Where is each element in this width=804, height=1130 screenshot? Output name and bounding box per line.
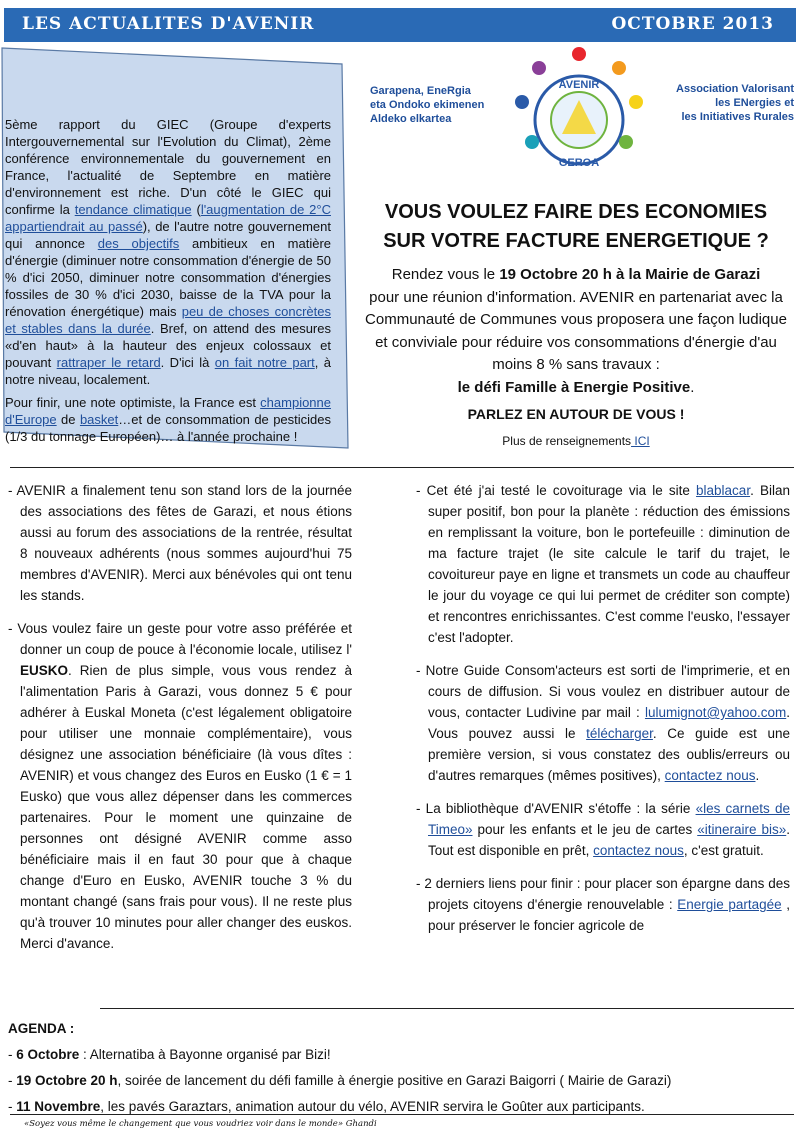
news-item: - AVENIR a finalement tenu son stand lors de la journée des associations des fêtes de Garazi, et nous étions aussi au forum des associations de la rentrée, résultat 8 nouveaux adhérents (nous sommes aujourd'hui 75 membres d'AVENIR). Merci aux bénévoles qui ont tenu les stands. <box>8 483 352 603</box>
link-objectifs[interactable]: des objectifs <box>97 236 180 251</box>
left-column <box>6 480 352 966</box>
news-item: - Vous voulez faire un geste pour votre asso préférée et donner un coup de pouce à l'économie locale, utilisez l' EUSKO. Rien de plus simple, vous vous rendez à l'alimentation Paris à Garazi, vous donnez 5 € pour adhérer à Euskal Moneta (c'est légalement obligatoire pour utiliser une monnaie complémentaire), vous désignez une association bénéficiaire (là vous dîtes : AVENIR) et vous changez des Euros en Eusko (1 € = 1 Eusko) que vous allez dépenser dans les commerces partenaires. Pour le moment une quinzaine de personnes ont désigné AVENIR comme asso bénéficiaire mais il en faut 30 pour que à chaque change d'Euro en Eusko, AVENIR touche 3 % du montant changé (sans frais pour vous). Il ne reste plus qu'à trouver 10 minutes pour aller changer des euskos. Merci d'avance. <box>8 621 352 951</box>
divider <box>100 1008 794 1009</box>
link-contactez-nous[interactable]: contactez nous <box>664 768 756 783</box>
link-basket[interactable]: basket <box>79 412 119 427</box>
agenda-title: AGENDA : <box>8 1021 75 1036</box>
callout-paragraph: Pour finir, une note optimiste, la France est championne d'Europe de basket…et de consommation de pesticides (1/3 du tonnage Européen)… à l'année prochaine ! <box>5 395 332 444</box>
link-energie-partagee[interactable]: Energie partagée <box>677 897 782 912</box>
agenda <box>8 1016 798 1120</box>
avenir-logo <box>364 42 798 192</box>
svg-text:GEROA: GEROA <box>558 157 600 169</box>
logo-emblem-icon <box>504 42 654 192</box>
event-date: 19 Octobre 20 h à la Mairie de Garazi <box>499 266 761 283</box>
call-to-action: PARLEZ EN AUTOUR DE VOUS ! <box>467 406 685 422</box>
link-blablacar[interactable]: blablacar <box>696 483 751 498</box>
link-ici[interactable]: ICI <box>631 433 650 448</box>
news-item: - Notre Guide Consom'acteurs est sorti de l'imprimerie, et en cours de diffusion. Si vous voulez en distribuer autour de vous, contacter Ludivine par mail : lulumignot@yahoo.com. Vous pouvez aussi le télécharger. Ce guide est une première version, si vous constatez des oublis/erreurs ou d'autres remarques (mêmes positives), contactez nous. <box>416 663 790 783</box>
link-championne[interactable]: championne d'Europe <box>5 395 331 427</box>
link-itineraire-bis[interactable]: «itineraire bis» <box>697 822 787 837</box>
divider <box>10 1114 794 1115</box>
callout-paragraph: 5ème rapport du GIEC (Groupe d'experts Intergouvernemental sur l'Evolution du Climat), 2ème conférence environnementale du gouvernement en France, l'actualité de Septembre en matière d'environnement est riche. D'un côté le GIEC qui confirme la tendance climatique (l'augmentation de 2°C appartiendrait au passé), de l'autre notre gouvernement qui annonce des objectifs ambitieux en matière d'énergie (diminuer notre consommation d'énergie de 50 % d'ici 2050, diminuer notre consommation d'énergies fossiles de 30 % d'ici 2030, baisse de la TVA pour la rénovation énergétique) mais peu de choses concrètes et stables dans la durée. Bref, on attend des mesures «d'en haut» à la hauteur des enjeux colossaux et pouvant rattraper le retard. D'ici là on fait notre part, à notre niveau, localement. <box>5 117 332 387</box>
news-item: - La bibliothèque d'AVENIR s'étoffe : la série «les carnets de Timeo» pour les enfants et le jeu de cartes «itineraire bis». Tout est disponible en prêt, contactez nous, c'est gratuit. <box>416 801 790 858</box>
logo-french-text: Association Valorisant les ENergies et les Initiatives Rurales <box>676 83 794 123</box>
right-column <box>414 480 790 985</box>
link-peu-de-choses[interactable]: peu de choses concrètes et stables dans la durée <box>5 304 331 336</box>
newsletter-header <box>4 8 796 42</box>
news-item: - 2 derniers liens pour finir : pour placer son épargne dans des projets citoyens d'énergie renouvelable : Energie partagée , pour préserver le foncier agricole de <box>416 876 790 933</box>
defi-name: le défi Famille à Energie Positive <box>457 378 691 396</box>
logo-basque-text: Garapena, EneRgia eta Ondoko ekimenen Aldeko elkartea <box>370 85 485 125</box>
newsletter-title: LES ACTUALITES D'AVENIR <box>22 14 315 34</box>
link-contactez-nous-2[interactable]: contactez nous <box>593 843 684 858</box>
link-augmentation[interactable]: l'augmentation de 2°C appartiendrait au passé <box>5 202 331 234</box>
link-telecharger[interactable]: télécharger <box>586 726 653 741</box>
svg-text:AVENIR: AVENIR <box>558 79 600 91</box>
headline: VOUS VOULEZ FAIRE DES ECONOMIES SUR VOTRE FACTURE ENERGETIQUE ? <box>383 201 769 252</box>
newsletter-date: OCTOBRE 2013 <box>611 14 774 34</box>
divider <box>10 467 794 468</box>
link-email[interactable]: lulumignot@yahoo.com <box>644 705 787 720</box>
link-rattraper[interactable]: rattraper le retard <box>56 355 161 370</box>
link-carnets-timeo[interactable]: «les carnets de Timeo» <box>428 801 790 837</box>
link-tendance-climatique[interactable]: tendance climatique <box>74 202 192 217</box>
link-on-fait-notre-part[interactable]: on fait notre part <box>214 355 315 370</box>
news-callout <box>0 46 350 461</box>
agenda-item: - 6 Octobre : Alternatiba à Bayonne organisé par Bizi! <box>8 1047 331 1062</box>
agenda-item: - 19 Octobre 20 h, soirée de lancement du défi famille à énergie positive en Garazi Baigorri ( Mairie de Garazi) <box>8 1073 672 1088</box>
agenda-item: - 11 Novembre, les pavés Garaztars, animation autour du vélo, AVENIR servira le Goûter aux participants. <box>8 1099 645 1114</box>
news-item: - Cet été j'ai testé le covoiturage via le site blablacar. Bilan super positif, bon pour la planète : réduction des émissions en remplissant la voiture, bon le portefeuille : diminution de ma facture trajet (le site calcule le tarif du trajet, le covoitureur paye en ligne et transmets un code au chauffeur le jour du voyage ce qui lui permet de créditer son compte) et rencontres enrichissantes. C'est comme l'eusko, l'essayer c'est l'adopter. <box>416 483 790 645</box>
footer-quote: «Soyez vous même le changement que vous voudriez voir dans le monde» Ghandi <box>24 1119 377 1129</box>
event-announcement: Rendez vous le 19 Octobre 20 h à la Mairie de Garazi pour une réunion d'information. AVENIR en partenariat avec la Communauté de Communes vous proposera une façon ludique et conviviale pour réduire vos consommations d'énergie d'au moins 8 % sans travaux : le défi Famille à Energie Positive. PARLEZ EN AUTOUR DE VOUS ! Plus de renseignements ICI <box>360 264 792 452</box>
